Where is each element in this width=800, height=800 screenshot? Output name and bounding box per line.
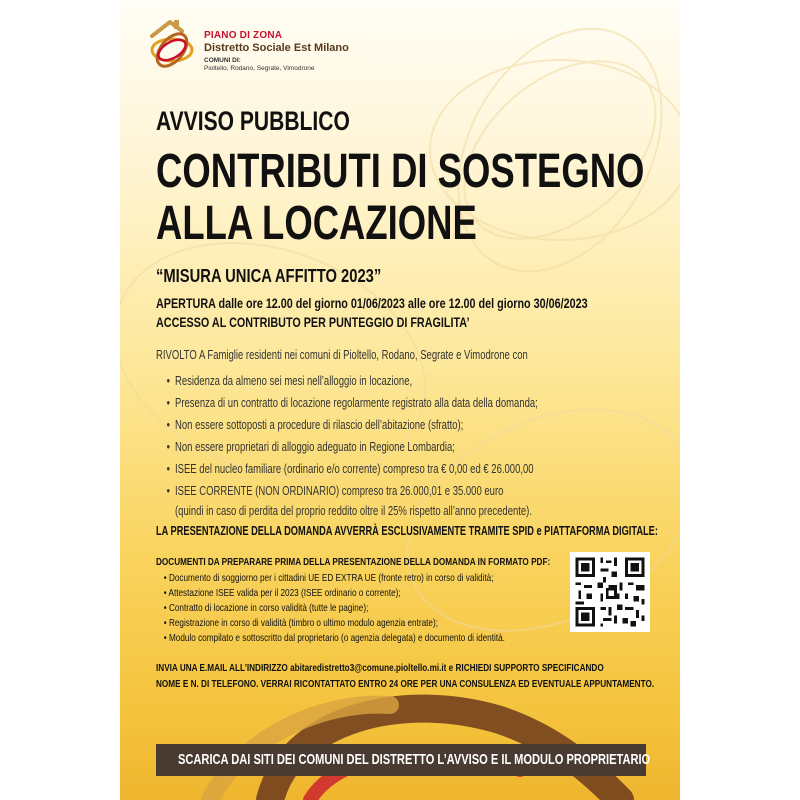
list-item: • Registrazione in corso di validità (timbro o ultimo modulo agenzia entrate); xyxy=(163,617,438,629)
list-item: • Non essere proprietari di alloggio adeguato in Regione Lombardia; xyxy=(167,436,538,458)
list-item: • ISEE CORRENTE (NON ORDINARIO) compreso tra 26.000,01 e 35.000 euro xyxy=(167,480,538,502)
accesso-contributo: ACCESSO AL CONTRIBUTO PER PUNTEGGIO DI FRAGILITA’ xyxy=(156,314,470,330)
bullet-icon: • xyxy=(166,374,170,388)
contact-line1: INVIA UNA E.MAIL ALL’INDIRIZZO abitaredistretto3@comune.pioltello.mi.it e RICHIEDI SUPPORTO SPECIFICANDO xyxy=(156,662,604,674)
presentation-notice: LA PRESENTAZIONE DELLA DOMANDA AVVERRÀ ESCLUSIVAMENTE TRAMITE SPID e PIATTAFORMA DIGITALE: xyxy=(156,524,658,538)
requirements-intro: RIVOLTO A Famiglie residenti nei comuni di Pioltello, Rodano, Segrate e Vimodrone con xyxy=(156,348,528,362)
piano-di-zona-logo xyxy=(144,12,204,72)
avviso-pubblico-title: AVVISO PUBBLICO xyxy=(156,106,350,136)
distretto-label: Distretto Sociale Est Milano xyxy=(204,42,349,54)
main-title-line2: ALLA LOCAZIONE xyxy=(156,197,477,250)
list-item: • Residenza da almeno sei mesi nell’alloggio in locazione, xyxy=(167,370,538,392)
documents-header: DOCUMENTI DA PREPARARE PRIMA DELLA PRESENTAZIONE DELLA DOMANDA IN FORMATO PDF: xyxy=(156,556,551,568)
apertura-dates: APERTURA dalle ore 12.00 del giorno 01/06/2023 alle ore 12.00 del giorno 30/06/2023 xyxy=(156,295,588,311)
brand-block xyxy=(204,30,349,72)
contact-instructions xyxy=(156,660,654,692)
contact-line2: NOME E N. DI TELEFONO. VERRAI RICONTATTATO ENTRO 24 ORE PER UNA CONSULENZA ED EVENTUALE APPUNTAMENTO. xyxy=(156,678,655,690)
poster xyxy=(120,0,680,800)
list-item: • Documento di soggiorno per i cittadini UE ED EXTRA UE (fronte retro) in corso di validità; xyxy=(163,572,494,584)
bullet-icon: • xyxy=(166,484,170,498)
qr-code-icon[interactable] xyxy=(570,552,650,632)
list-item: • Contratto di locazione in corso validità (tutte le pagine); xyxy=(163,602,369,614)
download-banner xyxy=(156,744,651,776)
comuni-list: Pioltello, Rodano, Segrate, Vimodrone xyxy=(204,65,315,72)
apertura-block xyxy=(156,294,588,332)
bullet-icon: • xyxy=(166,462,170,476)
download-banner-text: SCARICA DAI SITI DEI COMUNI DEL DISTRETTO L’AVVISO E IL MODULO PROPRIETARIO xyxy=(178,751,651,768)
list-item: • ISEE del nucleo familiare (ordinario e/o corrente) compreso tra € 0,00 ed € 26.000,00 xyxy=(167,458,538,480)
list-item: • Modulo compilato e sottoscritto dal proprietario (o agenzia delegata) e documento di identità. xyxy=(163,632,505,644)
comuni-label: COMUNI DI: xyxy=(204,57,241,64)
requirements-list xyxy=(156,348,538,520)
bullet-icon: • xyxy=(166,396,170,410)
misura-subtitle: “MISURA UNICA AFFITTO 2023” xyxy=(156,266,382,286)
list-item: • Attestazione ISEE valida per il 2023 (ISEE ordinario o corrente); xyxy=(163,587,401,599)
documents-list xyxy=(156,556,550,646)
isee-note: (quindi in caso di perdita del proprio reddito oltre il 25% rispetto all’anno precedente). xyxy=(175,504,532,518)
main-title xyxy=(156,146,644,250)
list-item: • Presenza di un contratto di locazione regolarmente registrato alla data della domanda; xyxy=(167,392,538,414)
bullet-icon: • xyxy=(166,440,170,454)
main-title-line1: CONTRIBUTI DI SOSTEGNO xyxy=(156,145,645,198)
bullet-icon: • xyxy=(166,418,170,432)
list-item: • Non essere sottoposti a procedure di rilascio dell’abitazione (sfratto); xyxy=(167,414,538,436)
piano-di-zona-label: PIANO DI ZONA xyxy=(204,30,283,41)
